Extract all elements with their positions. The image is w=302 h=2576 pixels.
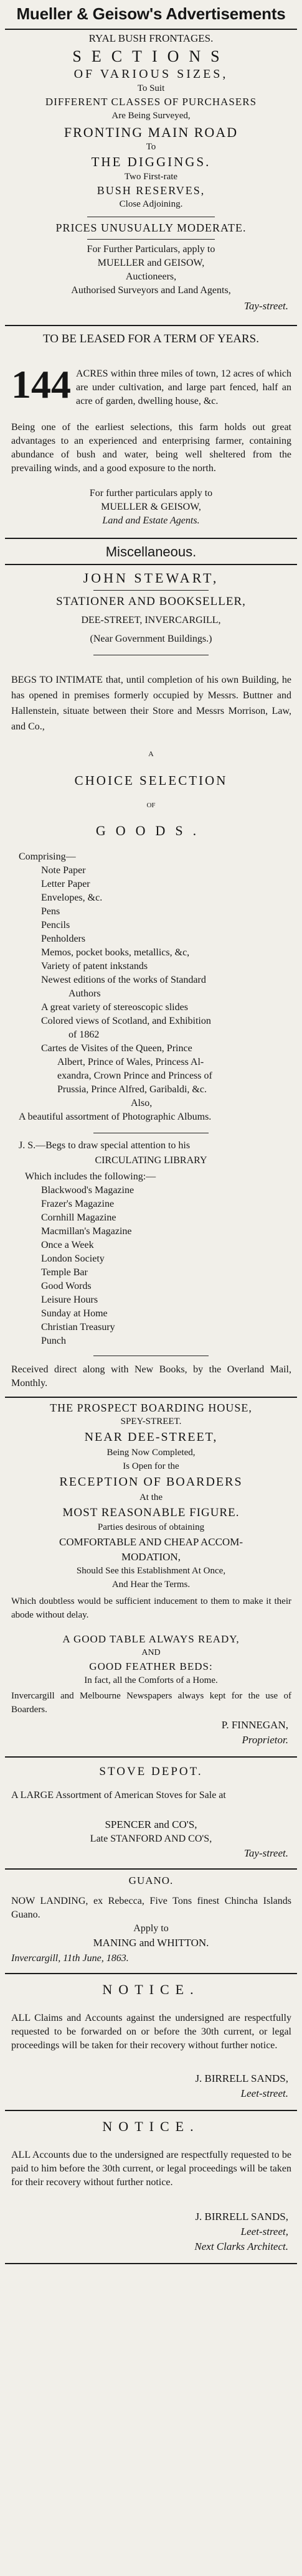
list-item: Blackwood's Magazine xyxy=(41,1185,134,1196)
ad-line: And Hear the Terms. xyxy=(111,1580,191,1590)
list-heading: Which includes the following:— xyxy=(25,1171,156,1182)
list-item: Prussia, Prince Alfred, Garibaldi, &c. xyxy=(57,1084,207,1095)
list-item: Cartes de Visites of the Queen, Prince xyxy=(41,1043,192,1054)
ad-line: MANING and WHITTON. xyxy=(93,1937,209,1949)
list-item: of 1862 xyxy=(68,1029,100,1040)
ad-signature-role: Proprietor. xyxy=(242,1734,288,1746)
divider xyxy=(5,538,297,539)
ad-line: Close Adjoining. xyxy=(119,199,183,209)
ad-line: MUELLER & GEISOW, xyxy=(101,502,201,512)
list-item: Cornhill Magazine xyxy=(41,1212,116,1223)
list-item: Variety of patent inkstands xyxy=(41,961,148,972)
ad-display-line: RECEPTION OF BOARDERS xyxy=(59,1475,243,1489)
ad-display-line: NEAR DEE-STREET, xyxy=(84,1430,218,1444)
ad-body: Invercargill and Melbourne Newspapers always kept for the use of Boarders. xyxy=(11,1691,291,1715)
ad-line: (Near Government Buildings.) xyxy=(90,634,212,644)
ad-line: At the xyxy=(139,1492,163,1502)
ad-line: To xyxy=(146,142,156,152)
ad-line: DEE-STREET, INVERCARGILL, xyxy=(81,615,221,625)
list-item: exandra, Crown Prince and Princess of xyxy=(57,1070,212,1081)
list-item: Colored views of Scotland, and Exhibition xyxy=(41,1016,211,1026)
ad-line: AND xyxy=(141,1648,161,1657)
divider xyxy=(5,2263,297,2264)
list-item: Leisure Hours xyxy=(41,1295,98,1305)
list-item: Letter Paper xyxy=(41,879,90,889)
divider xyxy=(5,1756,297,1758)
ad-date: Invercargill, 11th June, 1863. xyxy=(11,1953,129,1964)
ad-display-line: DIFFERENT CLASSES OF PURCHASERS xyxy=(45,96,257,108)
list-item: Note Paper xyxy=(41,865,86,876)
ad-prices: PRICES UNUSUALLY MODERATE. xyxy=(55,222,247,234)
ad-display-line: FRONTING MAIN ROAD xyxy=(64,124,238,140)
goods-list xyxy=(19,850,286,1124)
notice-street: Leet-street, xyxy=(240,2226,288,2237)
ad-display-line: GOODS. xyxy=(95,823,207,838)
ad-display-line: MOST REASONABLE FIGURE. xyxy=(62,1506,240,1519)
ad-line: Land and Estate Agents. xyxy=(102,515,200,526)
list-heading: Comprising— xyxy=(19,851,76,862)
list-item: Frazer's Magazine xyxy=(41,1199,115,1209)
list-item: Sunday at Home xyxy=(41,1308,108,1319)
ad-body: A LARGE Assortment of American Stoves for Sale at xyxy=(11,1790,226,1801)
ad-line: SPEY-STREET. xyxy=(120,1417,182,1426)
ad-line: Being Now Completed, xyxy=(106,1448,196,1458)
ad-line: For further particulars apply to xyxy=(89,488,213,499)
ad-heading: TO BE LEASED FOR A TERM OF YEARS. xyxy=(43,332,259,345)
list-item: Envelopes, &c. xyxy=(41,892,103,903)
notice-body: ALL Claims and Accounts against the undersigned are respectfully requested to be forwarded on or before the 30th current, or legal proceedings will be taken for their recovery without further notice. xyxy=(11,2013,291,2051)
ad-display-line: SECTIONS xyxy=(72,47,230,65)
ad-intro: BEGS TO INTIMATE that, until completion of his own Building, he has opened in premises formerly occupied by Messrs. Buttner and Hallenstein, situate between their Store and Messrs Morrison, Law, and Co., xyxy=(11,675,291,732)
list-item: Christian Treasury xyxy=(41,1322,115,1332)
ad-heading: GUANO. xyxy=(128,1875,174,1886)
ad-body: Which doubtless would be sufficient inducement to them to make it their abode without delay. xyxy=(11,1596,291,1620)
list-item: Good Words xyxy=(41,1281,92,1291)
ad-number: 144 xyxy=(11,362,71,406)
notice-heading: NOTICE. xyxy=(102,2119,200,2134)
list-item: Pencils xyxy=(41,920,70,930)
ad-display-line: STATIONER AND BOOKSELLER, xyxy=(56,595,246,608)
ad-line: Apply to xyxy=(133,1923,169,1934)
ad-line: SPENCER and CO'S, xyxy=(105,1819,197,1830)
ad-line: Should See this Establishment At Once, xyxy=(76,1566,226,1576)
divider xyxy=(5,564,297,565)
ad-street: Tay-street. xyxy=(244,1847,288,1859)
ad-street: Tay-street. xyxy=(244,300,288,312)
list-item: A great variety of stereoscopic slides xyxy=(41,1002,188,1013)
ad-line: Is Open for the xyxy=(123,1461,179,1471)
divider xyxy=(5,325,297,326)
section-heading: Miscellaneous. xyxy=(105,544,197,560)
divider xyxy=(5,29,297,30)
ad-display-line: A GOOD TABLE ALWAYS READY, xyxy=(62,1633,240,1645)
list-item: Once a Week xyxy=(41,1240,94,1250)
list-item: London Society xyxy=(41,1253,105,1264)
ad-line: Auctioneers, xyxy=(125,271,177,282)
list-item: A beautiful assortment of Photographic Albums. xyxy=(19,1112,212,1122)
ad-line: To Suit xyxy=(137,83,165,93)
periodicals-list xyxy=(19,1170,286,1348)
ad-line: Received direct along with New Books, by the Overland Mail, Monthly. xyxy=(11,1364,291,1389)
ad-line: Late STANFORD AND CO'S, xyxy=(90,1834,212,1844)
list-item: Also, xyxy=(131,1098,153,1108)
ad-line: CIRCULATING LIBRARY xyxy=(95,1155,207,1166)
ad-body: NOW LANDING, ex Rebecca, Five Tons finest Chincha Islands Guano. xyxy=(11,1896,291,1920)
notice-signature: J. BIRRELL SANDS, xyxy=(195,2211,288,2222)
notice-signature: J. BIRRELL SANDS, xyxy=(195,2073,288,2084)
ad-display-line: CHOICE SELECTION xyxy=(74,773,228,788)
ad-line: MUELLER and GEISOW, xyxy=(97,258,205,268)
ad-line: OF xyxy=(146,802,156,809)
ad-display-line: OF VARIOUS SIZES, xyxy=(73,67,229,81)
short-divider xyxy=(87,239,215,240)
list-item: Temple Bar xyxy=(41,1267,88,1278)
list-item: Authors xyxy=(68,988,101,999)
notice-near: Next Clarks Architect. xyxy=(194,2241,288,2252)
ad-display-line: GOOD FEATHER BEDS: xyxy=(89,1660,213,1672)
ad-line: Parties desirous of obtaining xyxy=(97,1522,205,1532)
list-item: Penholders xyxy=(41,934,86,944)
ad-line: In fact, all the Comforts of a Home. xyxy=(84,1675,218,1685)
ad-line: A xyxy=(148,749,154,758)
ad-body xyxy=(11,362,291,408)
divider xyxy=(5,1397,297,1398)
ad-heading: STOVE DEPOT. xyxy=(99,1765,203,1778)
list-item: Albert, Prince of Wales, Princess Al- xyxy=(57,1057,204,1067)
ad-display-line: THE DIGGINGS. xyxy=(91,154,211,169)
list-item: Pens xyxy=(41,906,60,917)
notice-heading: NOTICE. xyxy=(102,1982,200,1997)
ad-line: J. S.—Begs to draw special attention to his xyxy=(19,1140,191,1151)
list-item: Memos, pocket books, metallics, &c, xyxy=(41,947,190,958)
ad-body: Being one of the earliest selections, this farm holds out great advantages to an experienced and enterprising farmer, containing abundance of bush and water, being well sheltered from the prevailing winds, and a good exposure to the north. xyxy=(11,422,291,474)
ad-heading: RYAL BUSH FRONTAGES. xyxy=(88,32,214,44)
divider xyxy=(5,1868,297,1870)
ad-line: For Further Particulars, apply to xyxy=(87,244,215,255)
notice-street: Leet-street. xyxy=(240,2087,288,2099)
list-item: Macmillan's Magazine xyxy=(41,1226,132,1237)
ad-display-line: THE PROSPECT BOARDING HOUSE, xyxy=(50,1402,252,1414)
ad-body-text: ACRES within three miles of town, 12 acres of which are under cultivation, and large part fenced, half an acre of garden, dwelling house, &c. xyxy=(76,368,291,406)
notice-body: ALL Accounts due to the undersigned are respectfully requested to be paid to him before the 30th current, or legal proceedings will be taken for their recovery without further notice. xyxy=(11,2150,291,2188)
ad-line: Are Being Surveyed, xyxy=(111,111,191,121)
divider xyxy=(5,1973,297,1974)
ad-line: Authorised Surveyors and Land Agents, xyxy=(71,285,231,296)
ad-line: Two First-rate xyxy=(124,172,178,182)
ad-display-line: MODATION, xyxy=(121,1551,181,1563)
divider xyxy=(5,2110,297,2111)
ad-display-line: COMFORTABLE AND CHEAP ACCOM- xyxy=(59,1536,243,1548)
list-item: Newest editions of the works of Standard xyxy=(41,975,206,985)
list-item: Punch xyxy=(41,1336,66,1346)
ad-signature: P. FINNEGAN, xyxy=(221,1719,288,1731)
ad-display-line: JOHN STEWART, xyxy=(83,570,219,586)
short-divider xyxy=(93,590,209,591)
page-title: Mueller & Geisow's Advertisements xyxy=(16,4,286,23)
ad-display-line: BUSH RESERVES, xyxy=(97,184,205,197)
